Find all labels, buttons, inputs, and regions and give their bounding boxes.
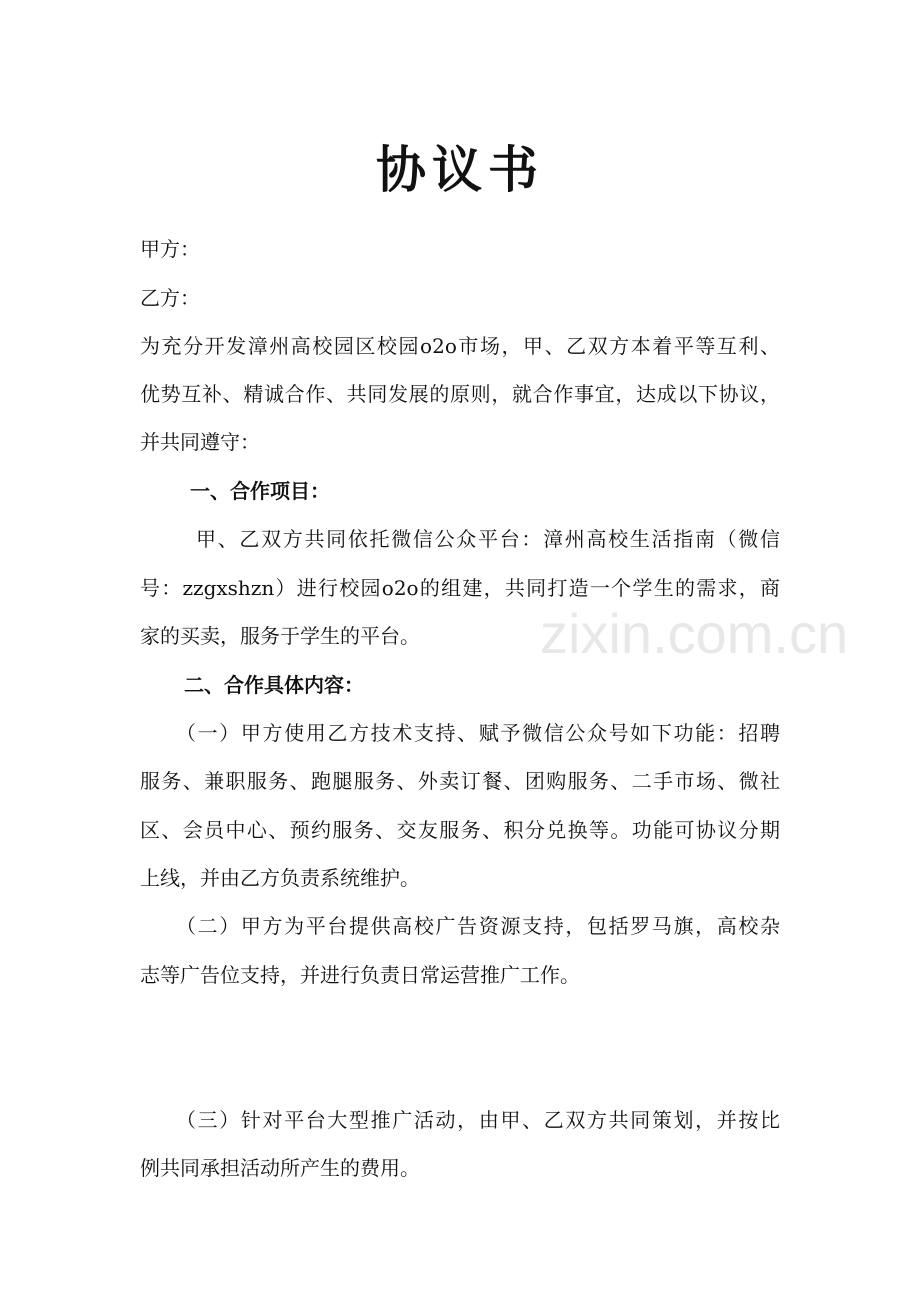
section-1-line-3: 家的买卖，服务于学生的平台。 <box>140 624 420 648</box>
intro-line-1: 为充分开发漳州高校园区校园o2o市场，甲、乙双方本着平等互利、 <box>140 334 780 358</box>
clause-3-line-2: 例共同承担活动所产生的费用。 <box>140 1156 420 1180</box>
section-1-line-2: 号：zzgxshzn）进行校园o2o的组建，共同打造一个学生的需求，商 <box>140 576 780 600</box>
clause-1-line-3: 区、会员中心、预约服务、交友服务、积分兑换等。功能可协议分期 <box>140 818 780 842</box>
watermark: zixin.com.cn <box>540 602 849 665</box>
document-title: 协议书 <box>376 140 544 199</box>
section-1-line-1: 甲、乙双方共同依托微信公众平台：漳州高校生活指南（微信 <box>196 527 780 551</box>
section-1-heading: 一、合作项目： <box>190 479 330 503</box>
clause-1-line-4: 上线，并由乙方负责系统维护。 <box>140 866 420 890</box>
intro-line-2: 优势互补、精诚合作、共同发展的原则，就合作事宜，达成以下协议， <box>140 382 780 406</box>
clause-3-line-1: （三）针对平台大型推广活动，由甲、乙双方共同策划，并按比 <box>176 1108 780 1132</box>
intro-line-3: 并共同遵守： <box>140 430 260 454</box>
section-2-heading: 二、合作具体内容： <box>184 673 364 697</box>
clause-2-line-2: 志等广告位支持，并进行负责日常运营推广工作。 <box>140 963 580 987</box>
clause-1-line-2: 服务、兼职服务、跑腿服务、外卖订餐、团购服务、二手市场、微社 <box>140 769 780 793</box>
clause-2-line-1: （二）甲方为平台提供高校广告资源支持，包括罗马旗，高校杂 <box>176 914 780 938</box>
party-a-label: 甲方： <box>140 237 200 261</box>
party-b-label: 乙方： <box>140 286 200 310</box>
clause-1-line-1: （一）甲方使用乙方技术支持、赋予微信公众号如下功能：招聘 <box>176 721 780 745</box>
